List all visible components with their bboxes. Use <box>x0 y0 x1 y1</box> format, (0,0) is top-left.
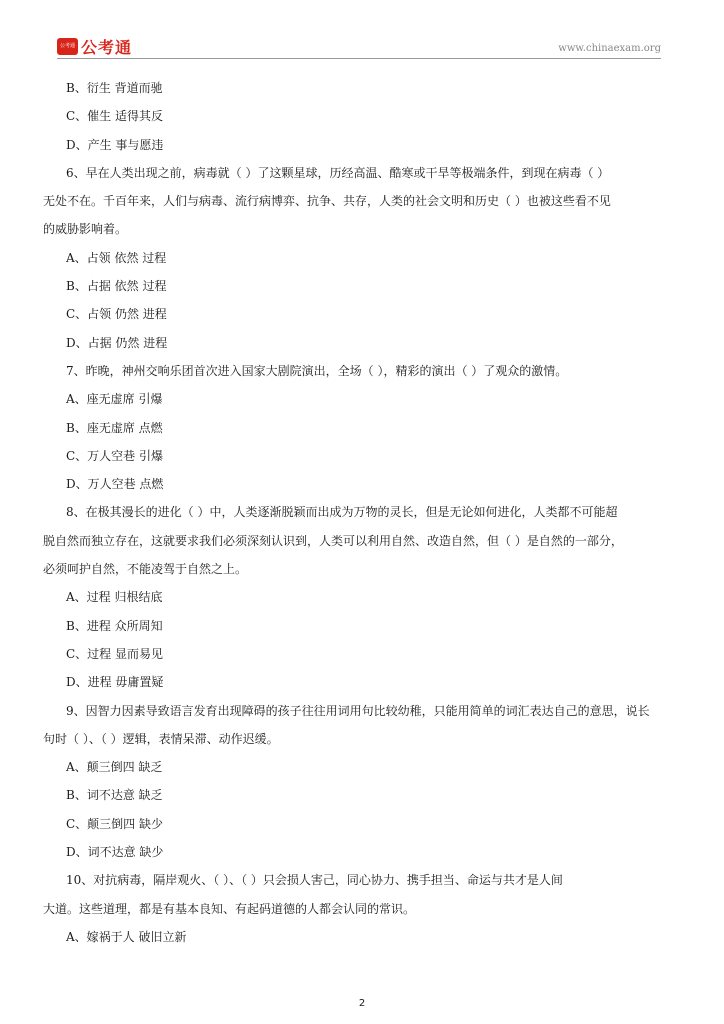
question-text: 无处不在。千百年来，人们与病毒、流行病博弈、抗争、共存，人类的社会文明和历史（ ）也被这些看不见 <box>43 194 611 209</box>
answer-option: D、占据 仍然 进程 <box>66 335 168 350</box>
logo-badge: 公考通 <box>57 38 78 55</box>
answer-option: A、过程 归根结底 <box>66 590 163 605</box>
logo-text: 公考通 <box>81 38 133 57</box>
answer-option: C、占领 仍然 进程 <box>66 307 167 322</box>
question-text: 7、昨晚，神州交响乐团首次进入国家大剧院演出，全场（ ），精彩的演出（ ）了观众的激情。 <box>66 363 568 378</box>
question-text: 6、早在人类出现之前，病毒就（ ）了这颗星球，历经高温、酷寒或干旱等极端条件，到现在病毒（ ） <box>66 165 610 180</box>
header-divider <box>57 58 661 59</box>
answer-option: D、产生 事与愿违 <box>66 137 164 152</box>
page-number: 2 <box>358 998 366 1009</box>
site-url: www.chinaexam.org <box>558 43 661 54</box>
document-body <box>43 74 687 951</box>
question-text: 句时（ ）、（ ）逻辑，表情呆滞、动作迟缓。 <box>43 731 279 746</box>
question-text: 的威胁影响着。 <box>43 222 128 237</box>
answer-option: A、颠三倒四 缺乏 <box>66 760 163 775</box>
answer-option: A、座无虚席 引爆 <box>66 392 163 407</box>
question-text: 大道。这些道理，都是有基本良知、有起码道德的人都会认同的常识。 <box>43 901 416 916</box>
page-header <box>57 35 661 57</box>
answer-option: B、词不达意 缺乏 <box>66 788 163 803</box>
answer-option: C、颠三倒四 缺少 <box>66 816 163 831</box>
answer-option: C、催生 适得其反 <box>66 109 163 124</box>
answer-option: D、进程 毋庸置疑 <box>66 675 164 690</box>
answer-option: D、万人空巷 点燃 <box>66 477 164 492</box>
answer-option: A、占领 依然 过程 <box>66 250 167 265</box>
answer-option: B、占据 依然 过程 <box>66 279 167 294</box>
answer-option: A、嫁祸于人 破旧立新 <box>66 929 187 944</box>
question-text: 必须呵护自然，不能凌驾于自然之上。 <box>43 562 248 577</box>
answer-option: B、进程 众所周知 <box>66 618 163 633</box>
answer-option: D、词不达意 缺少 <box>66 845 164 860</box>
answer-option: B、衍生 背道而驰 <box>66 81 163 95</box>
logo <box>57 35 132 58</box>
answer-option: B、座无虚席 点燃 <box>66 420 163 435</box>
question-text: 8、在极其漫长的进化（ ）中，人类逐渐脱颖而出成为万物的灵长，但是无论如何进化，人类都不可能超 <box>66 505 618 520</box>
question-text: 9、因智力因素导致语言发育出现障碍的孩子往往用词用句比较幼稚，只能用简单的词汇表达自己的意思，说长 <box>66 703 650 718</box>
question-text: 脱自然而独立存在，这就要求我们必须深刻认识到，人类可以利用自然、改造自然，但（ ）是自然的一部分， <box>43 533 623 548</box>
question-text: 10、对抗病毒，隔岸观火、（ ）、（ ）只会损人害己，同心协力、携手担当、命运与共才是人间 <box>66 873 563 888</box>
answer-option: C、万人空巷 引爆 <box>66 448 163 463</box>
answer-option: C、过程 显而易见 <box>66 646 163 661</box>
